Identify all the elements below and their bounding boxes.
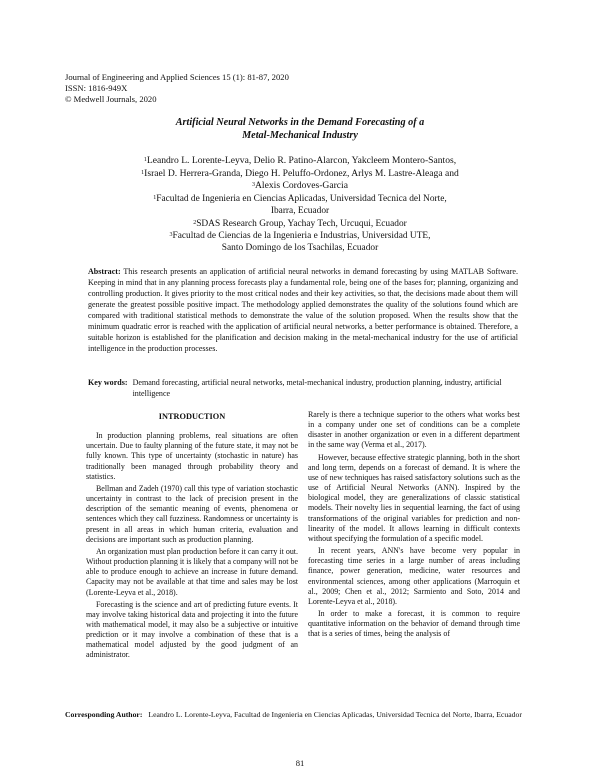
authors-line-1: $^1$Leandro L. Lorente-Leyva, Delio R. Patino-Alarcon, Yakcleem Montero-Santos, [143,155,457,166]
abstract [88,266,518,354]
corresponding-author-text: Leandro L. Lorente-Leyva, Facultad de Ingenieria en Ciencias Aplicadas, Universidad Tecnica del Norte, Ibarra, Ecuador [148,710,522,719]
title-line-2: Metal-Mechanical Industry [242,129,358,141]
authors-line-1-text: Leandro L. Lorente-Leyva, Delio R. Patino-Alarcon, Yakcleem Montero-Santos, [146,155,457,166]
affiliation-1-line-1: Facultad de Ingenieria en Ciencias Aplicadas, Universidad Tecnica del Norte, [156,194,447,204]
journal-issn: ISSN: 1816-949X [65,83,128,94]
corresponding-author-label: Corresponding Author: [65,710,143,719]
keywords [88,378,518,399]
affiliation-3-line-2: Santo Domingo de los Tsachilas, Ecuador [221,243,379,254]
paragraph-left-4: Forecasting is the science and art of predicting future events. It may involve taking historical data and projecting it into the future with mathematical model, it may also be a subjective or intuitive prediction or it may involve a combination of these that is a mathematical model adjusted by the good judgment of an administrator. [86,599,298,660]
affiliation-2: $^2$SDAS Research Group, Yachay Tech, Urcuqui, Ecuador [193,218,407,229]
affiliation-3-line-1: Facultad de Ciencias de la Ingenieria e Industrias, Universidad UTE, [172,230,431,241]
affiliation-1: $^1$Facultad de Ingenieria en Ciencias Aplicadas, Universidad Tecnica del Norte, Ibarra, Ecuador [153,194,447,217]
title-line-1: Artificial Neural Networks in the Demand Forecasting of a [175,117,425,128]
body-column-right [308,410,520,641]
corresponding-author-note [65,710,535,720]
paragraph-right-4: In order to make a forecast, it is common to require quantitative information on the behavior of demand through time that is a series of times, being the analysis of [308,608,520,639]
paragraph-left-2: Bellman and Zadeh (1970) call this type of variation stochastic uncertainty in contrast to the lack of precision present in the description of the semantic meaning of events, phenomena or sentences which they call fuzziness. Randomness or uncertainty is present in all areas in which human criteria, evaluation and decisions are important such as production planning. [86,483,298,544]
keywords-label: Key words: [88,378,128,387]
authors-line-3-text: Alexis Cordoves-Garcia [255,180,348,192]
body-column-left [86,410,298,663]
paragraph-right-2: However, because effective strategic planning, both in the short and long term, depends on a forecast of demand. It is where the use of new techniques has raised satisfactory solutions such as the use of Artificial Neural Networks (ANN). Inspired by the biological model, they are generalizations of classic statistical models. Their novelty lies in sequential learning, the fact of using transformations of the original variables for prediction and non-linearity of the model. It allows learning in difficult contexts without specifying the formulation of a specific model. [308,452,520,543]
journal-header [65,72,289,106]
abstract-label: Abstract: [88,267,121,276]
paragraph-left-3: An organization must plan production before it can carry it out. Without production planning it is likely that a company will not be able to produce enough to achieve an increase in future demand. Capacity may not be available at that time and sales may be lost (Lorente-Leyva et al., 2018). [86,546,298,597]
authors-line-2-text: Israel D. Herrera-Granda, Diego H. Peluffo-Ordonez, Arlys M. Lastre-Aleaga and [144,167,459,179]
affiliation-2-text: SDAS Research Group, Yachay Tech, Urcuqui, Ecuador [196,218,407,229]
page-number: 81 [295,758,305,768]
authors-line-3: $^3$Alexis Cordoves-Garcia [252,180,348,192]
paragraph-right-3: In recent years, ANN's have become very popular in forecasting time series in a large number of areas including finance, power generation, medicine, water resources and environmental sciences, among other applications (Marroquin et al., 2009; Chen et al., 2012; Sarmiento and Soto, 2014 and Lorente-Leyva et al., 2018). [308,546,520,606]
paragraph-right-1: Rarely is there a technique superior to the others what works best in a company under one set of conditions can be a complete disaster in another organization or even in a different department in the same way (Verma et al., 2017). [308,410,520,450]
affiliations [70,193,530,254]
section-heading-introduction: INTRODUCTION [158,412,226,421]
journal-copyright: © Medwell Journals, 2020 [65,94,157,105]
keywords-text: Demand forecasting, artificial neural networks, metal-mechanical industry, production planning, industry, artificial intelligence [132,378,502,398]
abstract-text: This research presents an application of artificial neural networks in demand forecasting by using MATLAB Software. Keeping in mind that in any planning process forecasts play a fundamental role, being one of the bases for; planning, organizing and controlling production. It gives priority to the most critical nodes and their key activities, so that, the decisions made about them will generate the greatest possible positive impact. The methodology applied demonstrates the quality of the solutions found which are compared with traditional statistical methods to demonstrate the value of the solution proposed. When the results show that the minimum quadratic error is reached with the application of artificial neural networks, a better performance is obtained. Therefore, a suitable horizon is established for the planification and decision making in the metal-mechanical industry for the use of artificial intelligence in the production processes. [88,267,518,353]
authors-line-2: $^1$Israel D. Herrera-Granda, Diego H. Peluffo-Ordonez, Arlys M. Lastre-Aleaga and [141,167,459,179]
journal-citation: Journal of Engineering and Applied Sciences 15 (1): 81-87, 2020 [65,72,289,82]
paragraph-left-1: In production planning problems, real situations are often uncertain. Due to faulty planning of the future state, it may not be fully known. This type of uncertainty (stochastic in nature) has traditionally been managed through probability theory and statistics. [86,431,298,481]
paper-title [90,117,510,142]
affiliation-3: $^3$Facultad de Ciencias de la Ingenieria e Industrias, Universidad UTE, Santo Domingo de los Tsachilas, Ecuador [169,230,431,254]
author-list [70,155,530,193]
affiliation-1-line-2: Ibarra, Ecuador [270,206,330,217]
